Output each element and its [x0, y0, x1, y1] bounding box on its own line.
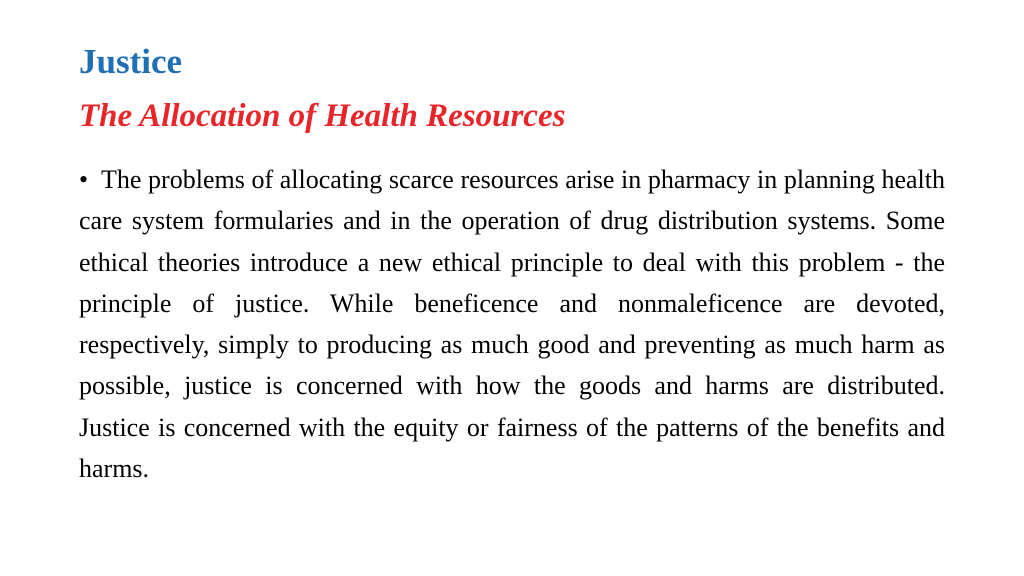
slide-subtitle: The Allocation of Health Resources: [79, 98, 566, 134]
slide-title: Justice: [79, 42, 183, 81]
bullet-paragraph: [79, 159, 945, 489]
bullet-icon: •: [79, 165, 89, 194]
paragraph-text: The problems of allocating scarce resources arise in pharmacy in planning health care system formularies and in the operation of drug distribution systems. Some ethical theories introduce a new ethical principle to deal with this problem - the principle of justice. While beneficence and nonmaleficence are devoted, respectively, simply to producing as much good and preventing as much harm as possible, justice is concerned with how the goods and harms are distributed. Justice is concerned with the equity or fairness of the patterns of the benefits and harms.: [79, 165, 945, 484]
